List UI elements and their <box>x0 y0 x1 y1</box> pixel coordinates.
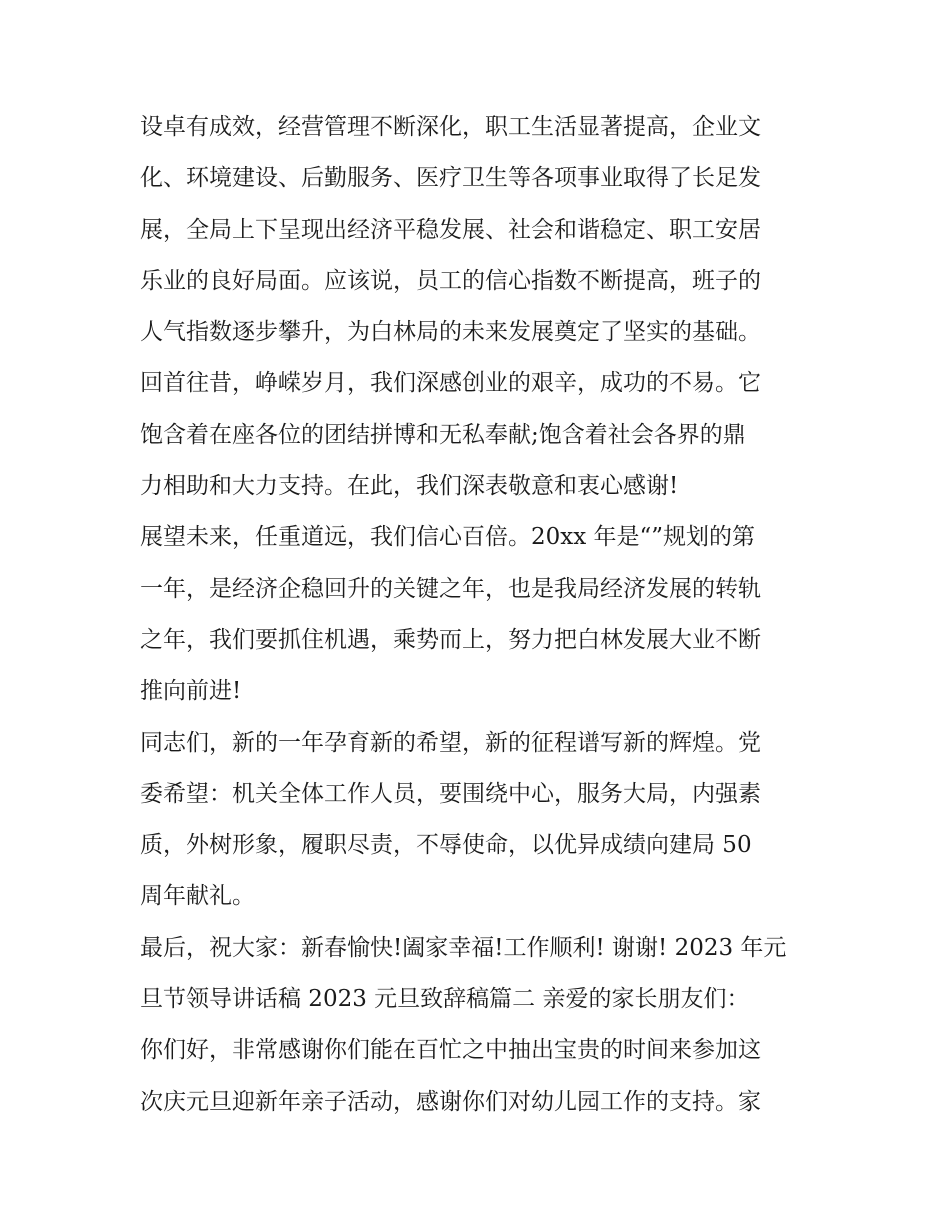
text-line: 委希望：机关全体工作人员，要围绕中心，服务大局，内强素 <box>140 780 761 807</box>
text-line: 质，外树形象，履职尽责，不辱使命，以优异成绩向建局 50 <box>140 832 752 859</box>
text-line: 周年献礼。 <box>140 883 255 910</box>
text-line: 回首往昔，峥嵘岁月，我们深感创业的艰辛，成功的不易。它 <box>140 370 761 397</box>
text-line: 你们好，非常感谢你们能在百忙之中抽出宝贵的时间来参加这 <box>140 1037 761 1064</box>
text-line: 旦节领导讲话稿 2023 元旦致辞稿篇二 亲爱的家长朋友们： <box>140 986 750 1013</box>
text-line: 化、环境建设、后勤服务、医疗卫生等各项事业取得了长足发 <box>140 165 761 192</box>
text-line: 人气指数逐步攀升，为白林局的未来发展奠定了坚实的基础。 <box>140 319 761 346</box>
text-line: 设卓有成效，经营管理不断深化，职工生活显著提高，企业文 <box>140 114 761 140</box>
document-body <box>140 102 820 1128</box>
text-line: 力相助和大力支持。在此，我们深表敬意和衷心感谢! <box>140 473 679 500</box>
text-line: 推向前进! <box>140 678 242 705</box>
text-line: 乐业的良好局面。应该说，员工的信心指数不断提高，班子的 <box>140 267 761 294</box>
text-line: 展，全局上下呈现出经济平稳发展、社会和谐稳定、职工安居 <box>140 216 761 243</box>
text-line: 一年，是经济企稳回升的关键之年，也是我局经济发展的转轨 <box>140 575 761 602</box>
text-line: 饱含着在座各位的团结拼博和无私奉献;饱含着社会各界的鼎 <box>140 421 746 448</box>
text-line: 次庆元旦迎新年亲子活动，感谢你们对幼儿园工作的支持。家 <box>140 1088 761 1115</box>
text-line: 展望未来，任重道远，我们信心百倍。20xx 年是“”规划的第 <box>140 524 756 551</box>
text-line: 同志们，新的一年孕育新的希望，新的征程谱写新的辉煌。党 <box>140 729 761 756</box>
text-line: 之年，我们要抓住机遇，乘势而上，努力把白林发展大业不断 <box>140 626 761 653</box>
text-line: 最后，祝大家：新春愉快!阖家幸福!工作顺利! 谢谢! 2023 年元 <box>140 934 787 961</box>
